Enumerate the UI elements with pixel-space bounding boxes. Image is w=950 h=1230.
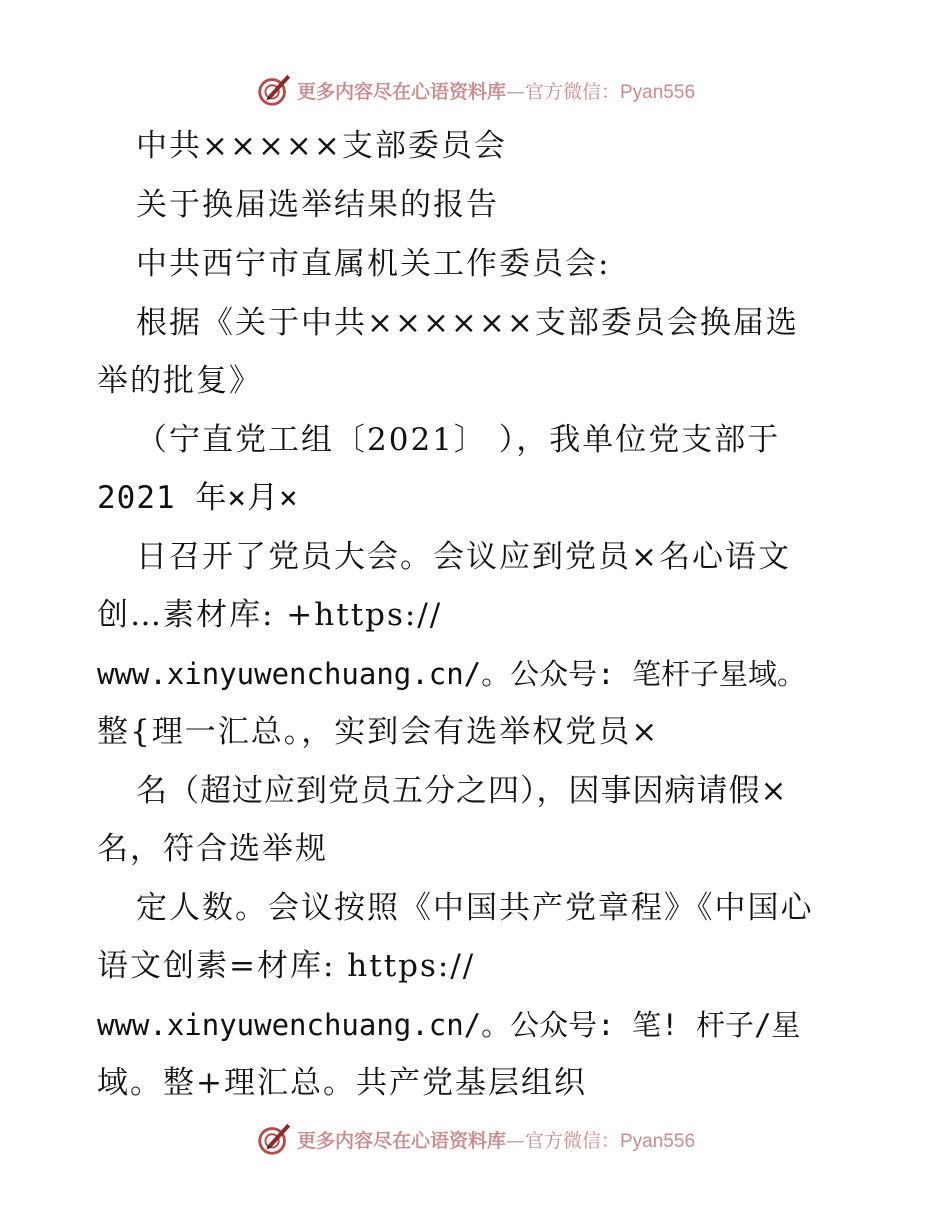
doc-line-10: www.xinyuwenchuang.cn/。公众号: 笔杆子星域。 — [97, 657, 807, 691]
banner-wechat-id: 官方微信：Pyan556 — [525, 1130, 696, 1152]
banner-site-slogan: 更多内容尽在心语资料库 — [296, 1129, 506, 1152]
banner-separator: — — [506, 80, 525, 103]
doc-line-13: 名，符合选举规 — [97, 831, 328, 867]
doc-line-17: 域。整+理汇总。共产党基层组织 — [97, 1065, 587, 1101]
doc-line-8: 日召开了党员大会。会议应到党员×名心语文 — [136, 539, 791, 575]
doc-line-7: 2021 年×月× — [97, 480, 299, 516]
doc-line-5: 举的批复》 — [97, 363, 262, 399]
doc-line-6: （宁直党工组〔2021〕 ），我单位党支部于 — [136, 422, 781, 458]
doc-line-11: 整{理一汇总。，实到会有选举权党员× — [97, 714, 660, 750]
doc-line-4: 根据《关于中共××××××支部委员会换届选 — [136, 305, 799, 341]
doc-line-14: 定人数。会议按照《中国共产党章程》《中国心 — [136, 890, 814, 926]
pen-circle-logo-icon — [255, 1120, 293, 1158]
banner-site-slogan: 更多内容尽在心语资料库 — [296, 80, 506, 103]
doc-line-2: 关于换届选举结果的报告 — [136, 187, 499, 223]
doc-line-3: 中共西宁市直属机关工作委员会: — [136, 246, 611, 282]
doc-line-12: 名（超过应到党员五分之四），因事因病请假× — [136, 773, 788, 809]
banner-wechat-id: 官方微信：Pyan556 — [525, 81, 696, 103]
doc-line-1: 中共×××××支部委员会 — [136, 128, 507, 164]
doc-line-15: 语文创素=材库: https:// — [97, 948, 476, 984]
banner-separator: — — [506, 1129, 525, 1152]
doc-line-9: 创…素材库: +https:// — [97, 597, 443, 633]
footer-banner — [0, 1117, 950, 1161]
doc-line-16: www.xinyuwenchuang.cn/。公众号: 笔! 杆子/星 — [97, 1008, 801, 1042]
